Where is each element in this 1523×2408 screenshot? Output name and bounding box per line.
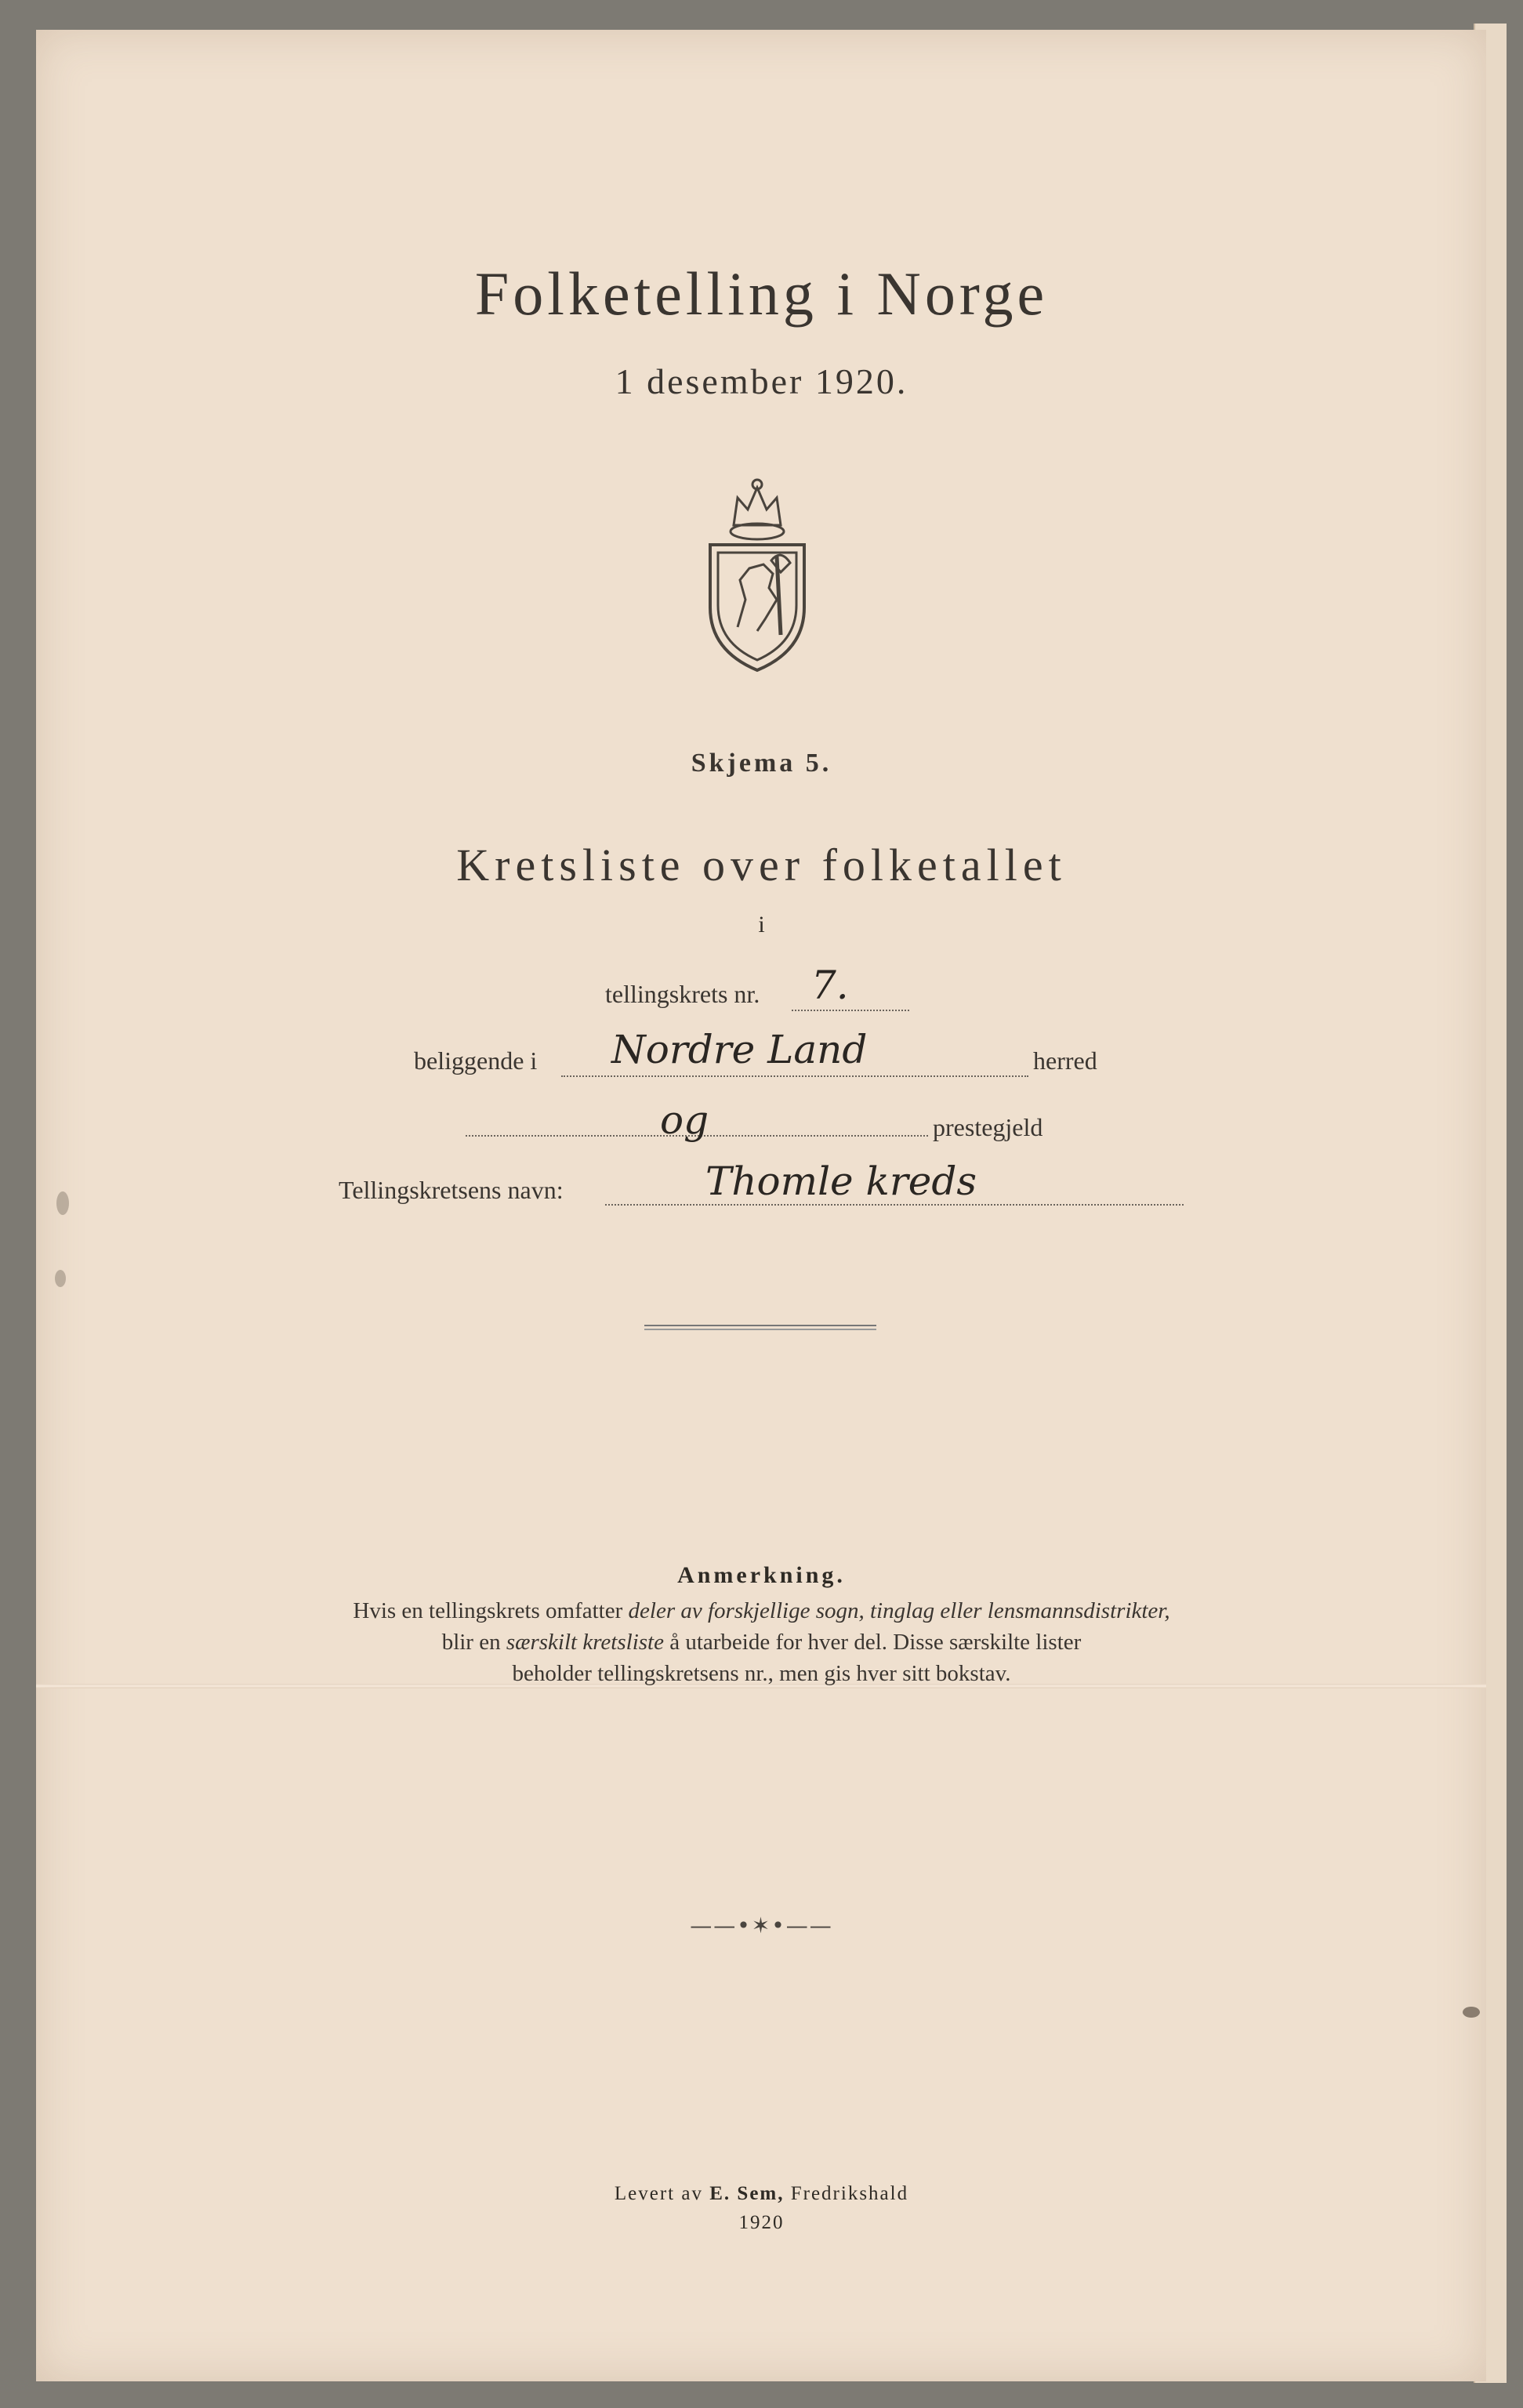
district-number-value: 7.: [811, 963, 849, 1008]
paper-stain: [56, 1191, 69, 1215]
paper-stain: [55, 1270, 66, 1287]
located-in-value: Nordre Land: [611, 1027, 868, 1072]
preposition-i: i: [758, 912, 765, 937]
note-line-1-text: Hvis en tellingskrets omfatter: [353, 1598, 629, 1623]
census-date: 1 desember 1920.: [615, 361, 908, 401]
note-line-2-text-b: å utarbeide for hver del. Disse særskilte lister: [663, 1630, 1082, 1655]
parish-value: og: [660, 1097, 709, 1143]
printer-credit: [0, 2183, 1523, 2205]
printer-prefix: Levert av: [614, 2183, 710, 2204]
note-line-2-text-a: blir en: [441, 1630, 506, 1655]
district-name-label: Tellingskretsens navn:: [339, 1176, 564, 1204]
district-number-line: [792, 1010, 909, 1011]
note-line-2: [0, 1626, 1523, 1658]
note-line-3: beholder tellingskretsens nr., men gis hver sitt bokstav.: [512, 1661, 1011, 1686]
note-line-2-italic: særskilt kretsliste: [506, 1630, 664, 1655]
note-line-1-italic: deler av forskjellige sogn, tinglag eller lensmannsdistrikter,: [628, 1598, 1170, 1623]
printer-year: 1920: [738, 2212, 785, 2233]
district-name-value: Thomle kreds: [705, 1159, 977, 1204]
located-in-line: [561, 1075, 1028, 1077]
district-name-line: [605, 1204, 1184, 1206]
note-heading: Anmerkning.: [677, 1562, 846, 1588]
printer-name: E. Sem,: [709, 2183, 785, 2204]
schema-number: Skjema 5.: [691, 749, 832, 778]
district-number-label: tellingskrets nr.: [605, 980, 760, 1008]
located-in-label: beliggende i: [414, 1046, 538, 1075]
norwegian-coat-of-arms-icon: [702, 470, 812, 674]
parish-label: prestegjeld: [933, 1113, 1043, 1141]
form-heading: Kretsliste over folketallet: [456, 840, 1067, 890]
printer-place: Fredrikshald: [784, 2183, 909, 2204]
paper-stain: [1463, 2007, 1480, 2018]
page-title: Folketelling i Norge: [474, 259, 1049, 328]
divider-rule: [644, 1325, 876, 1330]
ornament-divider: ——•✶•——: [690, 1913, 833, 1938]
herred-label: herred: [1033, 1046, 1097, 1075]
note-line-1: [0, 1595, 1523, 1626]
